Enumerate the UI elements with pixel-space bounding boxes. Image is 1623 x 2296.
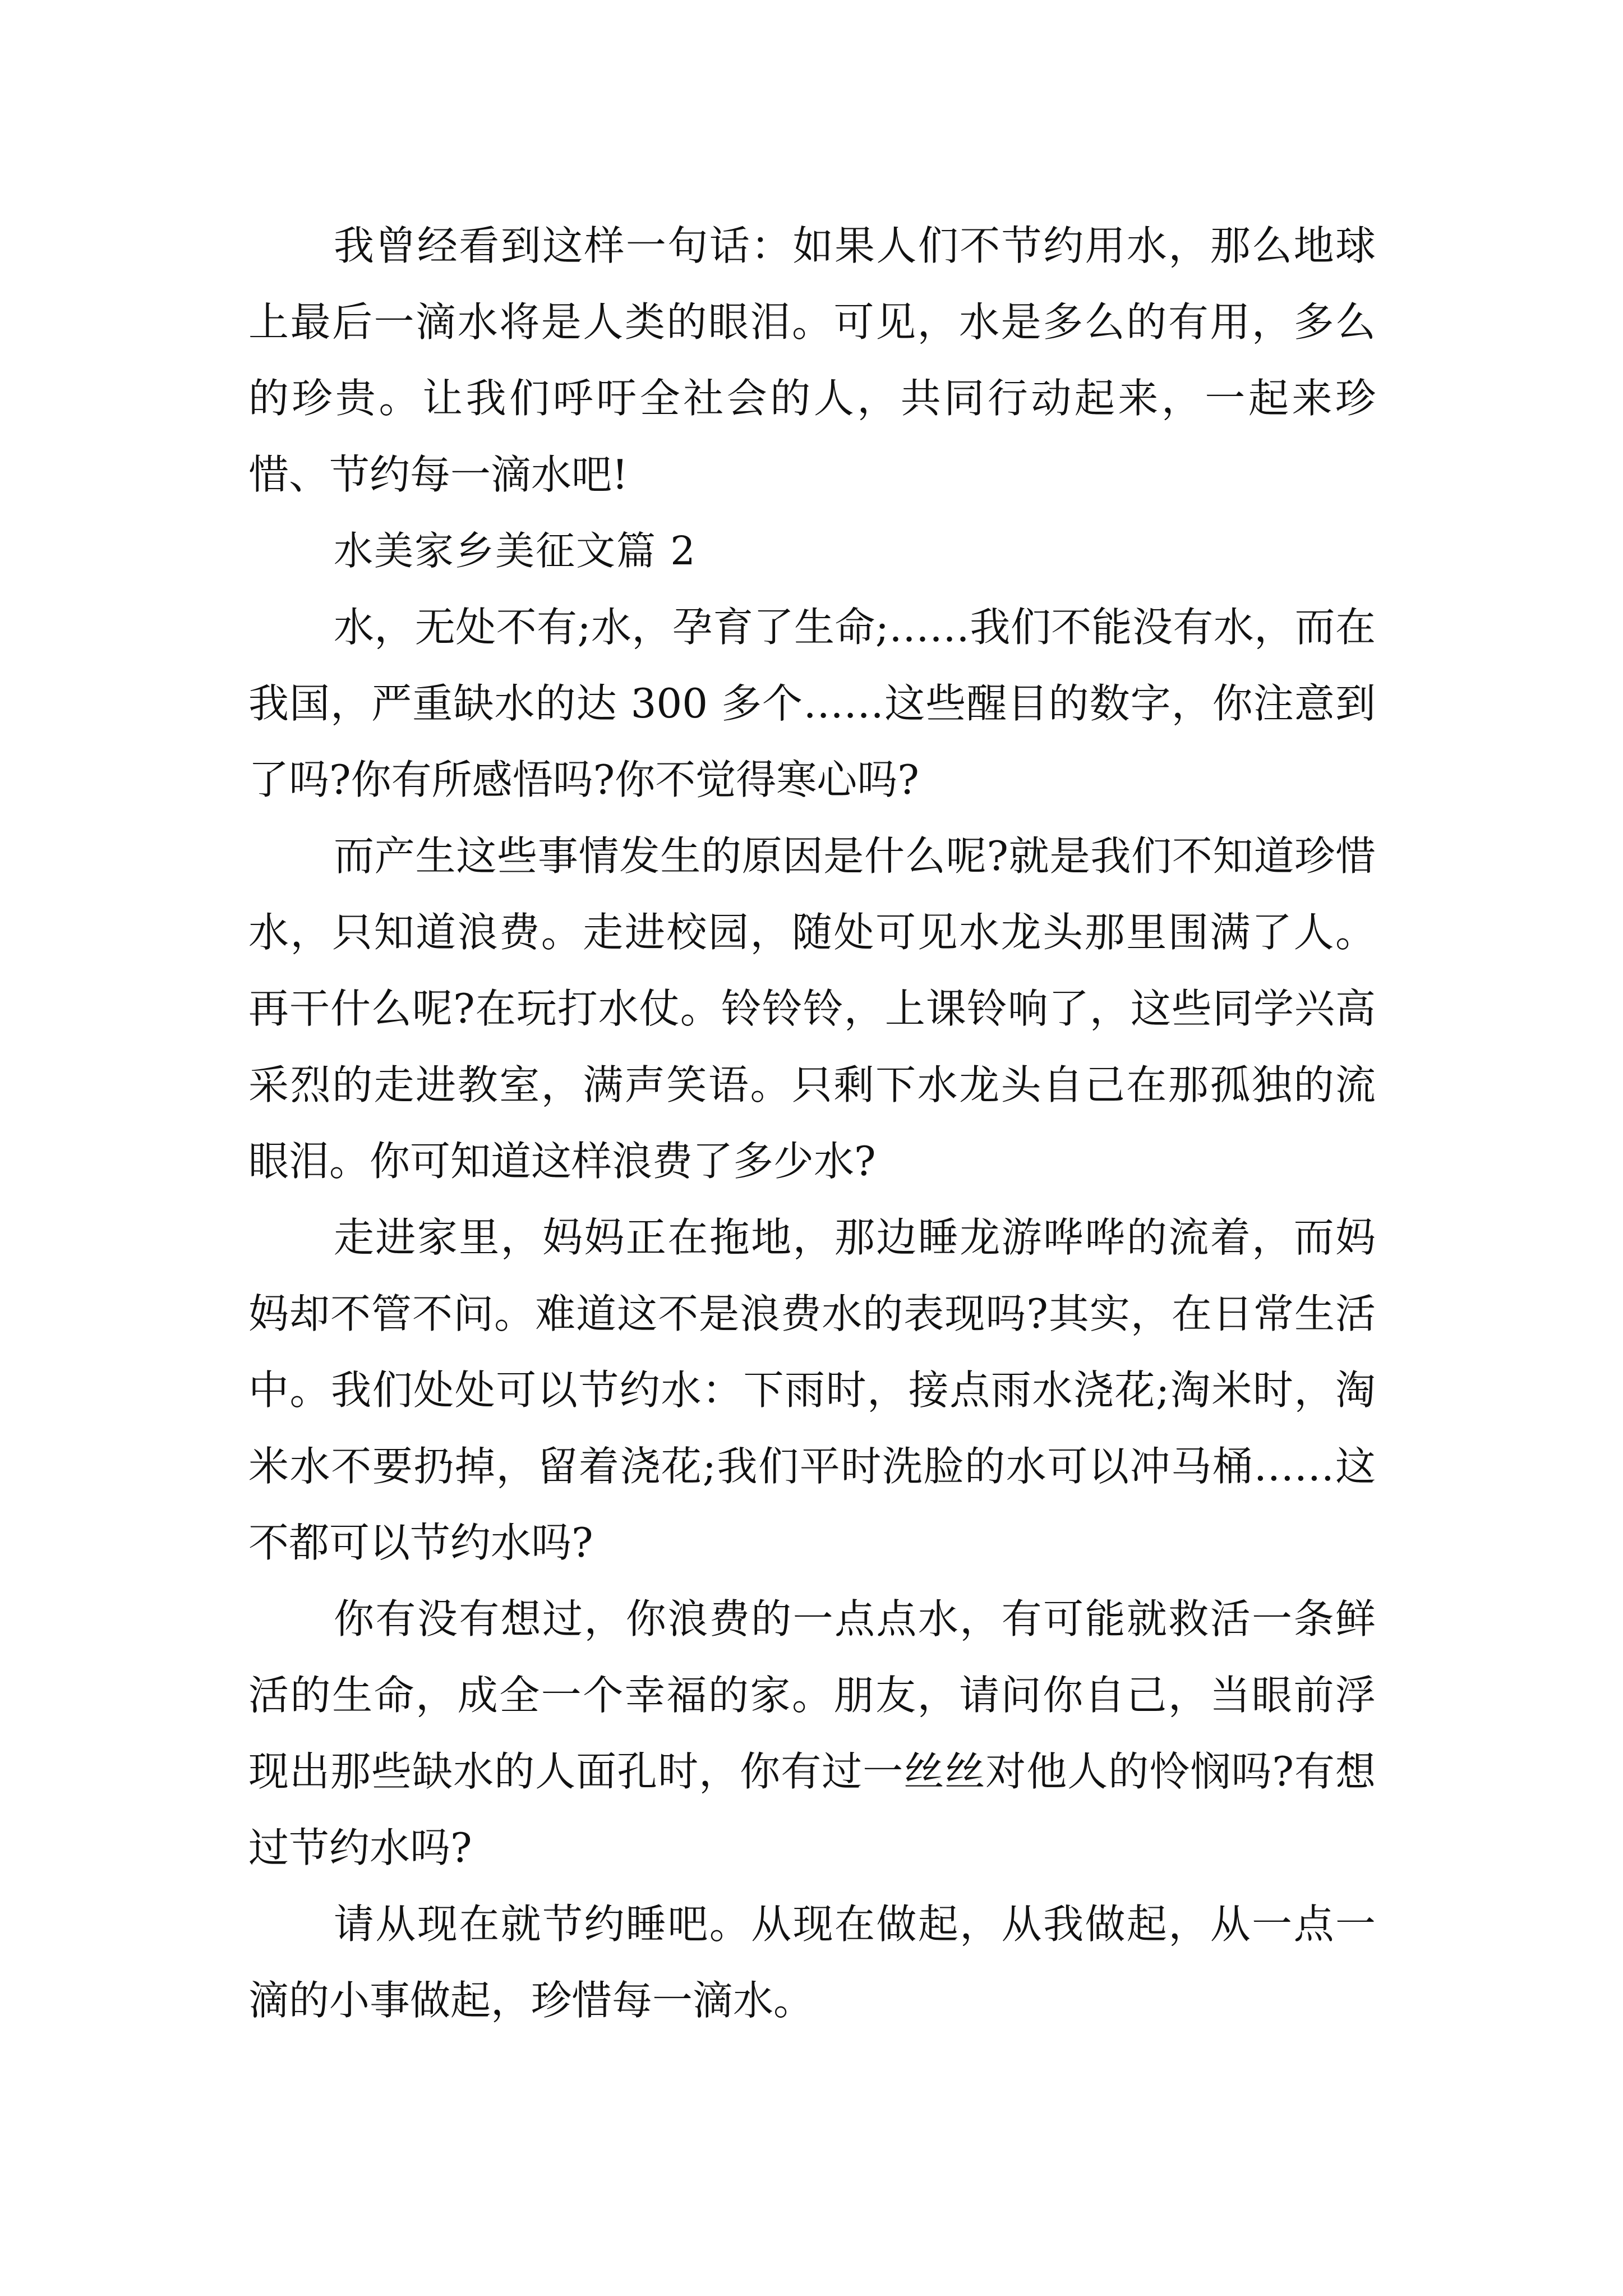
section-heading: 水美家乡美征文篇 2: [334, 528, 697, 574]
paragraph-6: 请从现在就节约睡吧。从现在做起，从我做起，从一点一滴的小事做起，珍惜每一滴水。: [248, 1901, 1376, 2024]
paragraph-intro: 我曾经看到这样一句话：如果人们不节约用水，那么地球上最后一滴水将是人类的眼泪。可见，水是多么的有用，多么的珍贵。让我们呼吁全社会的人，共同行动起来，一起来珍惜、节约每一滴水吧!: [248, 222, 1376, 498]
paragraph-5: 你有没有想过，你浪费的一点点水，有可能就救活一条鲜活的生命，成全一个幸福的家。朋友，请问你自己，当眼前浮现出那些缺水的人面孔时，你有过一丝丝对他人的怜悯吗?有想过节约水吗?: [248, 1595, 1376, 1871]
paragraph-3: 而产生这些事情发生的原因是什么呢?就是我们不知道珍惜水，只知道浪费。走进校园，随处可见水龙头那里围满了人。再干什么呢?在玩打水仗。铃铃铃，上课铃响了，这些同学兴高采烈的走进教室，满声笑语。只剩下水龙头自己在那孤独的流眼泪。你可知道这样浪费了多少水?: [248, 832, 1376, 1185]
paragraph-4: 走进家里，妈妈正在拖地，那边睡龙游哗哗的流着，而妈妈却不管不问。难道这不是浪费水的表现吗?其实，在日常生活中。我们处处可以节约水：下雨时，接点雨水浇花;淘米时，淘米水不要扔掉，留着浇花;我们平时洗脸的水可以冲马桶……这不都可以节约水吗?: [248, 1214, 1376, 1566]
paragraph-2: 水，无处不有;水，孕育了生命;……我们不能没有水，而在我国，严重缺水的达 300 多个……这些醒目的数字，你注意到了吗?你有所感悟吗?你不觉得寒心吗?: [248, 604, 1376, 803]
document-body: [248, 208, 1376, 2039]
